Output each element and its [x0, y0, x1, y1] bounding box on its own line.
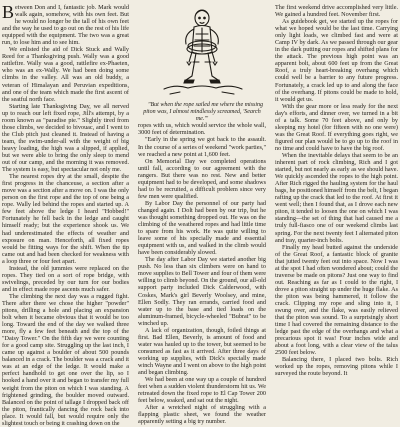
paragraph: We had been at one way up a couple of hundred feet when a sudden violent thunderstorm hit us. We retreated down the fixed rope to El Cap Tower 200 feet below, soaked, and sat out the night. — [138, 376, 266, 405]
drop-cap: B — [2, 2, 15, 22]
paragraph: By Labor Day the personnel of our party had changed again. I Dolt had been by our trip, but he was thought something dropped out. He was on the climbing of the weathered ropes and had little time to spare from his work. He was quite willing to leave some of his specially made and essential equipment with us, and walked in the climb would have been considerably slowed. — [138, 199, 266, 257]
paragraph: The nearest ropes dry at the small, despite the first progress in the chanceuse, a section after a move was a section after a move on. I was the only person on the first rope and the top of one being a rope. Wally led behind the ropes and started up. A few feet above the ledge I heard "Hobbed!" Fortunately he fell back in the ledge and caught himself ready; but the experience shook us. We had underestimated the effects of weather and exposure on man. Henceforth, all fixed ropes would be fitting ways for the shift. When the tip came out and had been checked for weakness with a loop three or four feet apart. — [2, 173, 129, 265]
opening-paragraph: Between Don and I, fantastic job. Mark would walk again, somehow, with his own feet. But he would no longer be the tall of his own feet and the way he used to go out on the rest of his life equipped with the equipment. The two was a great run, to lose him and to see him. — [2, 2, 129, 47]
paragraph: As guidebook get, we started up the ropes for what we hoped would be the last time. Carrying only light loads, we climbed fast and were at Camp IV by dark. As we passed through our gear in the dark putting our ropes and shifted plans for the attack. The previous high point was an apparent bolt, about 600 feet up from the Great Roof, a truly heart-breaking overhang which could well be a barrier to any future progress. Fortunately, a crack led up to and along the face of the overhang. If pitons could be made to hold, it would get us. — [275, 18, 398, 103]
paragraph: The day after Labor Day we started another big push. No less than six climbers were on hand to move supplies to Bell Tower and four of them were willing to climb beyond. On the ground, our all-old support party included Dick Calderwood, with Coskes, Mark's girl Beverly Woolsey, and mine, Ellen Sodly. They ran errands, carried food and water up to the base and tied loads on the aluminum-framed, bicycle-wheeled "Bubrat" to be winched up. — [138, 256, 266, 327]
paragraph: With the gear more or less ready for the next day's efforts, and dinner over, we turned in a bit of a talk. Some 70 feet above, and only by sleeping my hotel (for fifteen with no one were) was the Great Roof. If everything goes right, we figured our plan would be to go up to the roof in no time and could have to have the big roof. — [275, 102, 398, 152]
paragraph: Balancing there, I placed two bolts. Rich worked up the ropes, removing pitons while I surveyed the route beyond. It — [275, 356, 398, 378]
paragraph: "Early in the spring we got back to the assault. In the course of a series of weekend "work parties," we reached a new point at 1,600 feet. — [138, 136, 266, 158]
paragraph: Instead, the old jummies were replaced on the ropes. They tied on a sort of rope bridge, with swivelings, preceded by our turn for our bodies and in effect made rope ascents much safer. — [2, 264, 129, 293]
text-column-3 — [275, 4, 398, 398]
paragraph: We enlisted the aid of Dick Stuck and Wally Reed for a Thanksgiving push. Wally was a good rattlefire. Wally was a good, rattlefire ex-Phaeten, who was an ex-Wally. We had been doing some climbs in the valley. All was an old buddy, a veteran of Himalayan and Peruvian expeditions, and one of the team which made the first ascent of the seatful north face. — [2, 46, 129, 103]
illustration-caption: "But when the rope sailed me where the missing piton was, I almost mindlessly screamed, 'Search me.'" — [143, 102, 264, 122]
paragraph: After a wretched night of struggling with a flapping plastic sheet, we found the weather apparently setting a big try number. — [138, 404, 266, 426]
cartoon-illustration — [138, 4, 266, 99]
paragraph: ropes with us, which would service the whole wall, 3000 feet of determination. — [138, 122, 266, 137]
paragraph: Starting late Thanksgiving Day, we all nerved up to reach our left fixed rope, Jill's attempt, by a room known as "paradise pie." Slightly tired from those climbs, we decided to bivouac, and I went to the Club pitch just cleaned it. Instead of having a team, the swim-under-all with the weight of big heavy loading, the high was a slipped, if applied, but we were able to bring the only sleep to mend out of our camp, and the morning it was removed. The system is easy, but spectacular not only me. — [2, 102, 129, 174]
paragraph: When the inevitable delays that seem to be an inherent part of rock climbing, Rich and I got started, but not nearly as early as we should have. We quickly ascended the ropes to the high point. After Rich rigged the hauling system for the haul bags, he positioned himself from the belt, I began rafting up the crack that led to the roof. At first it went well; then I found that, as I drove each new piton, it tended to loosen the one on which I was standing—the set of thing that had caused me a truly full-fiasco one of our weekend climbs last spring. For the next twenty feet I alternated piton and tray, quarter-inch bolts. — [275, 151, 398, 244]
text-column-2 — [138, 4, 266, 426]
climber-cartoon-drawing — [156, 4, 248, 99]
paragraph: The climbing the next day was a rugged fight. There after there we chose the higher "powder" pitons, drilling a hole and placing an expansion bolt when it became obvious that it would be too long. Toward the end of the day we walked three more, fly a few feet beneath and the top of the "Daisy Tower." On the fifth day we were counting for a good camp site. Struggling up the last inch, I came up against a boulder of about 500 pounds balanced in a crack. The boulder was a crack and it was at an edge of the ledge. It would make a perfect handhold to get one over the lip, so I hooked a hand over it and began to transfer my full weight from the piton on which I was standing. A frightened grinding, the boulder moved outward. Balanced on the point of tallage I dropped back off the piton, frantically dancing the rock back into place. It would fall, but would require only the slightest touch or being it crashing down on the — [2, 292, 129, 427]
paragraph: A lack of organization, though, foiled things at first. Bad Ellen, Beverly, is amount of food and water was hauled up to the tower, but seemed to be consumed as fast as it arrived. After three days of working up supplies, with Dick's specially made winch Wayne and I went on above to the high point and began climbing. — [138, 326, 266, 377]
paragraph: The first weekend drive accomplished very little. We gained a hundred feet. November first. — [275, 4, 398, 19]
paragraph: Finally my head butted against the underside of the Great Roof, a fantastic block of granite that jutted twenty feet out into space. Now I was at the spot I had often wondered about; could the traverse be made on pitons? Just one way to find out. Reaching as far as I could to the right, I drove a piton straight up under the huge flake. As the piton was being hammered, it follow the crack. Clipping my rope and sling into it, I swung over, and the flake, was easily relieved that the piton was sound. To a surprisingly short time I had covered the remaining distance to the ledge past the edge of the overhangs and what a precarious spot it was! Four inches wide and about a foot long, with a clear view of the talus 2500 feet below. — [275, 243, 398, 357]
paragraph: On Memorial Day we completed operations until fall, according to our agreement with the rangers. But there was no rest. New and better equipment had to be developed, and some shadows had to be recruited, a difficult problem since very few men were qualified. — [138, 157, 266, 200]
text-column-1 — [2, 2, 129, 427]
